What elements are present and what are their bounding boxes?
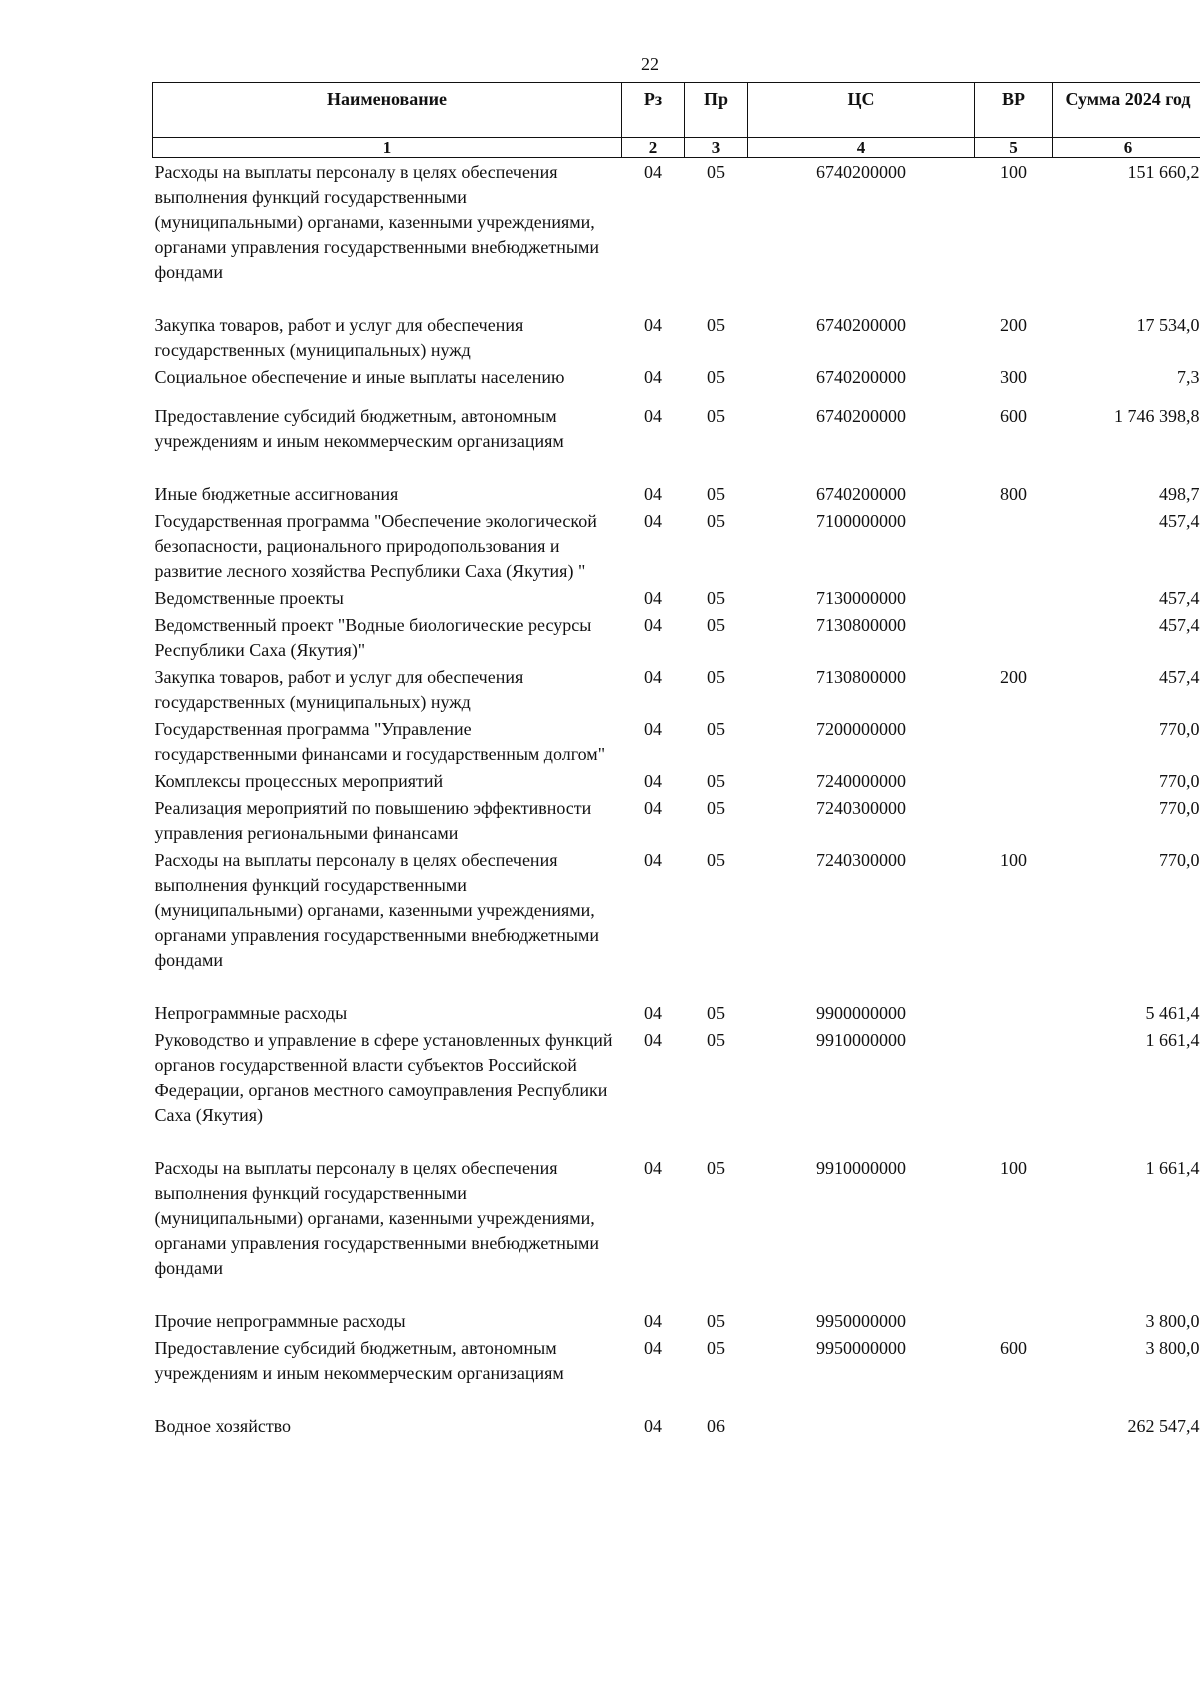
cell-pr: 05 [707, 484, 725, 504]
cell-rz: 04 [644, 588, 662, 608]
cell-vr [975, 715, 1053, 767]
table-row [153, 507, 1200, 584]
column-number: 6 [1053, 138, 1200, 158]
cell-name: Государственная программа "Обеспечение экологической безопасности, рационального природопользования и развитие лесного хозяйства Республики Саха (Якутия) " [154, 511, 597, 581]
cell-cs: 6740200000 [816, 484, 906, 504]
cell-cs: 7240300000 [816, 850, 906, 870]
cell-cs: 7240300000 [816, 798, 906, 818]
cell-rz: 04 [644, 667, 662, 687]
cell-rz: 04 [644, 1311, 662, 1331]
cell-pr: 06 [707, 1416, 725, 1436]
table-row [153, 767, 1200, 794]
cell-cs: 7130800000 [816, 615, 906, 635]
cell-rz: 04 [644, 162, 662, 182]
cell-cs: 9950000000 [816, 1338, 906, 1358]
cell-cs: 9910000000 [816, 1158, 906, 1178]
cell-name: Реализация мероприятий по повышению эффективности управления региональными финансами [154, 798, 592, 843]
cell-vr [975, 1026, 1053, 1154]
cell-pr: 05 [707, 406, 725, 426]
cell-name: Водное хозяйство [154, 1416, 292, 1436]
cell-sum: 1 661,4 [1145, 1158, 1200, 1178]
table-row [153, 584, 1200, 611]
cell-vr [975, 507, 1053, 584]
cell-rz: 04 [644, 1416, 662, 1436]
cell-sum: 3 800,0 [1145, 1338, 1200, 1358]
cell-vr: 200 [1000, 667, 1027, 687]
cell-pr: 05 [707, 1158, 725, 1178]
cell-cs: 9900000000 [816, 1003, 906, 1023]
cell-sum: 1 661,4 [1145, 1030, 1200, 1050]
cell-pr: 05 [707, 588, 725, 608]
table-row [153, 1334, 1200, 1412]
cell-vr: 300 [1000, 367, 1027, 387]
cell-cs: 7130000000 [816, 588, 906, 608]
cell-rz: 04 [644, 484, 662, 504]
page-number: 22 [641, 54, 659, 74]
cell-rz: 04 [644, 771, 662, 791]
cell-vr: 800 [1000, 484, 1027, 504]
cell-sum: 3 800,0 [1145, 1311, 1200, 1331]
cell-rz: 04 [644, 850, 662, 870]
cell-pr: 05 [707, 162, 725, 182]
cell-name: Руководство и управление в сфере установленных функций органов государственной власти субъектов Российской Федерации, органов местного самоуправления Республики Саха (Якутия) [154, 1030, 613, 1125]
cell-rz: 04 [644, 511, 662, 531]
cell-rz: 04 [644, 798, 662, 818]
cell-name: Закупка товаров, работ и услуг для обеспечения государственных (муниципальных) нужд [154, 667, 524, 712]
table-row [153, 846, 1200, 999]
cell-rz: 04 [644, 315, 662, 335]
column-number: 3 [685, 138, 748, 158]
table-row [153, 402, 1200, 480]
cell-cs: 7130800000 [816, 667, 906, 687]
cell-name: Закупка товаров, работ и услуг для обеспечения государственных (муниципальных) нужд [154, 315, 524, 360]
table-row [153, 1412, 1200, 1439]
cell-rz: 04 [644, 719, 662, 739]
cell-sum: 770,0 [1159, 850, 1200, 870]
cell-pr: 05 [707, 315, 725, 335]
column-number: 1 [153, 138, 622, 158]
cell-cs: 7100000000 [816, 511, 906, 531]
cell-vr [975, 1307, 1053, 1334]
table-row [153, 663, 1200, 715]
cell-cs: 9950000000 [816, 1311, 906, 1331]
cell-cs: 7240000000 [816, 771, 906, 791]
table-row [153, 715, 1200, 767]
cell-vr: 100 [1000, 850, 1027, 870]
cell-sum: 770,0 [1159, 719, 1200, 739]
cell-vr [975, 1412, 1053, 1439]
header-name: Наименование [153, 83, 622, 138]
cell-name: Расходы на выплаты персоналу в целях обеспечения выполнения функций государственными (муниципальными) органами, казенными учреждениями, органами управления государственными внебюджетными фондами [154, 162, 599, 282]
cell-pr: 05 [707, 798, 725, 818]
cell-vr [975, 611, 1053, 663]
cell-name: Предоставление субсидий бюджетным, автономным учреждениям и иным некоммерческим организациям [154, 406, 564, 451]
table-row [153, 1307, 1200, 1334]
cell-vr [975, 794, 1053, 846]
table-row [153, 999, 1200, 1026]
cell-sum: 1 746 398,8 [1114, 406, 1200, 426]
cell-rz: 04 [644, 406, 662, 426]
cell-name: Ведомственный проект "Водные биологические ресурсы Республики Саха (Якутия)" [154, 615, 592, 660]
cell-name: Прочие непрограммные расходы [154, 1311, 406, 1331]
table-row [153, 363, 1200, 402]
cell-name: Государственная программа "Управление государственными финансами и государственным долгом" [154, 719, 606, 764]
cell-name: Предоставление субсидий бюджетным, автономным учреждениям и иным некоммерческим организациям [154, 1338, 564, 1383]
table-row [153, 480, 1200, 507]
cell-cs: 6740200000 [816, 162, 906, 182]
table-row [153, 794, 1200, 846]
cell-pr: 05 [707, 511, 725, 531]
cell-vr [975, 584, 1053, 611]
cell-vr: 100 [1000, 162, 1027, 182]
cell-pr: 05 [707, 615, 725, 635]
cell-rz: 04 [644, 1003, 662, 1023]
cell-vr: 600 [1000, 406, 1027, 426]
cell-sum: 457,4 [1159, 588, 1200, 608]
budget-table [152, 82, 1200, 1439]
cell-cs: 7200000000 [816, 719, 906, 739]
cell-vr [975, 999, 1053, 1026]
cell-pr: 05 [707, 1338, 725, 1358]
column-number: 4 [748, 138, 975, 158]
cell-pr: 05 [707, 1030, 725, 1050]
cell-name: Расходы на выплаты персоналу в целях обеспечения выполнения функций государственными (муниципальными) органами, казенными учреждениями, органами управления государственными внебюджетными фондами [154, 850, 599, 970]
cell-pr: 05 [707, 367, 725, 387]
column-number: 2 [622, 138, 685, 158]
table-body [153, 158, 1200, 1440]
column-number: 5 [975, 138, 1053, 158]
table-row [153, 1026, 1200, 1154]
cell-sum: 770,0 [1159, 771, 1200, 791]
table-header [153, 83, 1200, 158]
header-pr: Пр [685, 83, 748, 138]
cell-name: Непрограммные расходы [154, 1003, 348, 1023]
cell-rz: 04 [644, 1030, 662, 1050]
cell-sum: 262 547,4 [1127, 1416, 1200, 1436]
cell-rz: 04 [644, 1158, 662, 1178]
cell-cs: 6740200000 [816, 315, 906, 335]
cell-rz: 04 [644, 615, 662, 635]
cell-name: Расходы на выплаты персоналу в целях обеспечения выполнения функций государственными (муниципальными) органами, казенными учреждениями, органами управления государственными внебюджетными фондами [154, 1158, 599, 1278]
cell-sum: 17 534,0 [1136, 315, 1200, 335]
cell-sum: 457,4 [1159, 615, 1200, 635]
cell-rz: 04 [644, 1338, 662, 1358]
cell-vr: 100 [1000, 1158, 1027, 1178]
table-row [153, 158, 1200, 312]
cell-pr: 05 [707, 1311, 725, 1331]
cell-vr: 200 [1000, 315, 1027, 335]
cell-pr: 05 [707, 850, 725, 870]
cell-sum: 498,7 [1159, 484, 1200, 504]
table-row [153, 611, 1200, 663]
cell-name: Ведомственные проекты [154, 588, 344, 608]
cell-sum: 457,4 [1159, 667, 1200, 687]
cell-sum: 5 461,4 [1145, 1003, 1200, 1023]
cell-cs: 6740200000 [816, 367, 906, 387]
table-row [153, 311, 1200, 363]
cell-name: Социальное обеспечение и иные выплаты населению [154, 367, 565, 387]
header-cs: ЦС [748, 83, 975, 138]
cell-cs [748, 1412, 975, 1439]
cell-name: Комплексы процессных мероприятий [154, 771, 444, 791]
cell-sum: 770,0 [1159, 798, 1200, 818]
cell-pr: 05 [707, 771, 725, 791]
cell-name: Иные бюджетные ассигнования [154, 484, 399, 504]
cell-vr: 600 [1000, 1338, 1027, 1358]
cell-rz: 04 [644, 367, 662, 387]
cell-pr: 05 [707, 667, 725, 687]
header-vr: ВР [975, 83, 1053, 138]
cell-cs: 9910000000 [816, 1030, 906, 1050]
cell-cs: 6740200000 [816, 406, 906, 426]
cell-sum: 457,4 [1159, 511, 1200, 531]
cell-vr [975, 767, 1053, 794]
cell-sum: 151 660,2 [1127, 162, 1200, 182]
cell-sum: 7,3 [1177, 367, 1200, 387]
header-sum: Сумма 2024 год [1053, 83, 1200, 138]
cell-pr: 05 [707, 1003, 725, 1023]
header-rz: Рз [622, 83, 685, 138]
cell-pr: 05 [707, 719, 725, 739]
table-row [153, 1154, 1200, 1307]
